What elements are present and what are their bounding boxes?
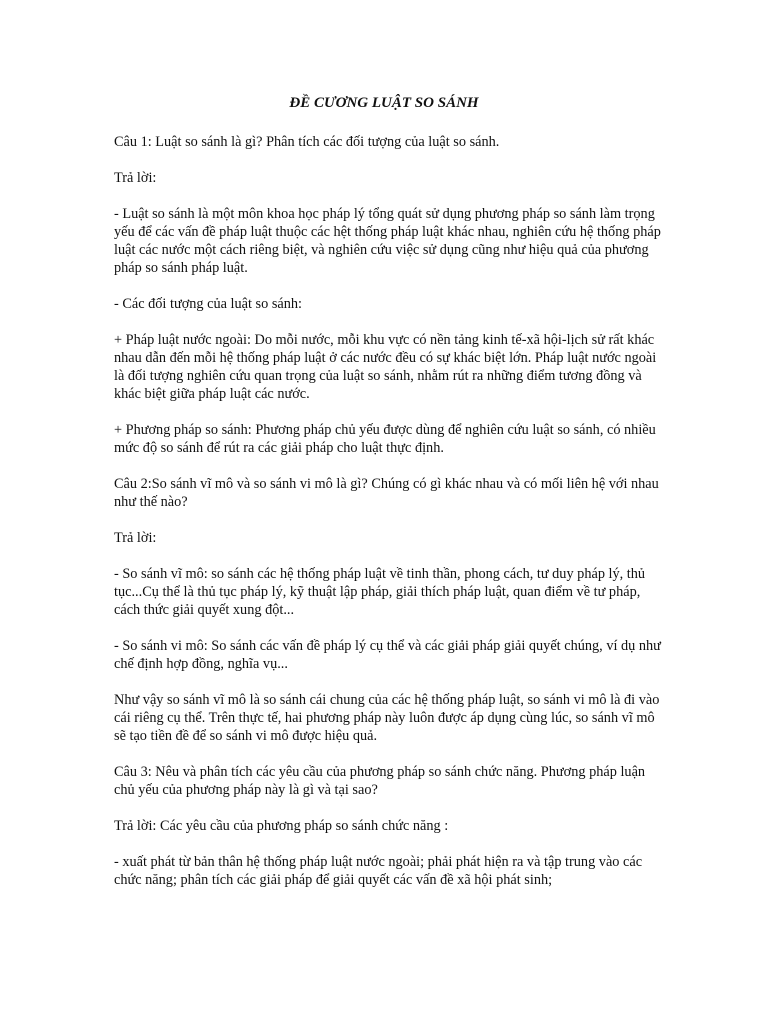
question-1: Câu 1: Luật so sánh là gì? Phân tích các đối tượng của luật so sánh. <box>114 134 500 150</box>
answer-label: Trả lời: <box>114 530 157 546</box>
question-2: Câu 2:So sánh vĩ mô và so sánh vi mô là gì? Chúng có gì khác nhau và có mối liên hệ với nhau như thế nào? <box>114 476 659 510</box>
paragraph: - Các đối tượng của luật so sánh: <box>114 296 303 312</box>
answer-label: Trả lời: <box>114 170 157 186</box>
paragraph: - xuất phát từ bản thân hệ thống pháp luật nước ngoài; phải phát hiện ra và tập trung vào các chức năng; phân tích các giải pháp để giải quyết các vấn đề xã hội phát sinh; <box>114 854 643 888</box>
answer-label: Trả lời: Các yêu cầu của phương pháp so sánh chức năng : <box>114 818 449 834</box>
paragraph: Như vậy so sánh vĩ mô là so sánh cái chung của các hệ thống pháp luật, so sánh vi mô là đi vào cái riêng cụ thể. Trên thực tế, hai phương pháp này luôn được áp dụng cùng lúc, so sánh vĩ mô sẽ tạo tiền đề để so sánh vi mô được hiệu quả. <box>114 692 660 744</box>
paragraph: - Luật so sánh là một môn khoa học pháp lý tổng quát sử dụng phương pháp so sánh làm trọng yếu để các vấn đề pháp luật thuộc các hệt thống pháp luật khác nhau, nghiên cứu hệ thống pháp luật các nước một cách riêng biệt, và nghiên cứu việc sử dụng cũng như hiệu quả của phương pháp so sánh pháp luật. <box>114 206 661 276</box>
paragraph: + Phương pháp so sánh: Phương pháp chủ yếu được dùng để nghiên cứu luật so sánh, có nhiều mức độ so sánh để rút ra các giải pháp cho luật thực định. <box>114 422 656 456</box>
paragraph: - So sánh vi mô: So sánh các vấn đề pháp lý cụ thể và các giải pháp giải quyết chúng, ví dụ như chế định hợp đồng, nghĩa vụ... <box>114 638 661 672</box>
paragraph: - So sánh vĩ mô: so sánh các hệ thống pháp luật về tinh thần, phong cách, tư duy pháp lý, thủ tục...Cụ thể là thủ tục pháp lý, kỹ thuật lập pháp, giải thích pháp luật, quan điểm về tư pháp, cách thức giải quyết xung đột... <box>114 566 646 618</box>
question-3: Câu 3: Nêu và phân tích các yêu cầu của phương pháp so sánh chức năng. Phương pháp luận chủ yếu của phương pháp này là gì và tại sao? <box>114 764 646 798</box>
document-body <box>114 133 669 907</box>
document-title: ĐỀ CƯƠNG LUẬT SO SÁNH <box>289 95 479 111</box>
paragraph: + Pháp luật nước ngoài: Do mỗi nước, mỗi khu vực có nền tảng kinh tế-xã hội-lịch sử rất khác nhau dẫn đến mỗi hệ thống pháp luật ở các nước đều có sự khác biệt lớn. Pháp luật nước ngoài là đối tượng nghiên cứu quan trọng của luật so sánh, nhằm rút ra những điểm tương đồng và khác biệt giữa pháp luật các nước. <box>114 332 657 402</box>
